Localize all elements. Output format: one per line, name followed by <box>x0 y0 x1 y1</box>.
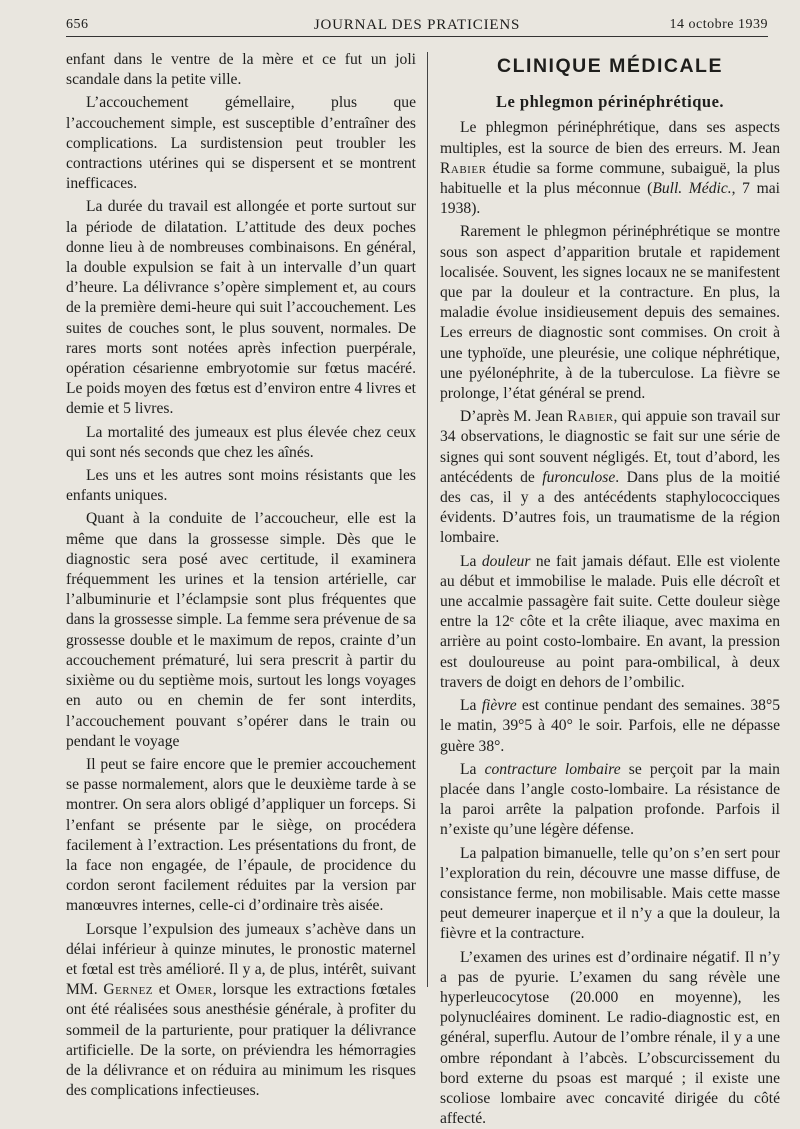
left-column <box>66 50 416 1101</box>
article-title: Le phlegmon périnéphrétique. <box>495 92 725 112</box>
paragraph <box>440 118 780 219</box>
running-header <box>66 14 768 37</box>
text-run: . Dans plus de la moitié des cas, il y a des antécédents staphylococciques évidents. D’autres fois, un traumatisme de la région lombaire. <box>440 468 780 547</box>
journal-title: JOURNAL DES PRATICIENS <box>313 17 521 33</box>
author-name: Rabier <box>567 408 614 426</box>
text-run: , 7 mai 1938). <box>440 180 780 218</box>
paragraph <box>440 552 780 693</box>
text-run: La <box>460 697 477 715</box>
right-column <box>440 56 780 1129</box>
text-run: Lorsque l’expulsion des jumeaux s’achève dans un délai inférieur à quinze minutes, le pronostic maternel et fœtal est très amélioré. Il y a, de plus, intérêt, suivant MM. <box>66 920 416 999</box>
paragraph: enfant dans le ventre de la mère et ce fut un joli scandale dans la petite ville. <box>66 51 416 89</box>
paragraph <box>440 696 780 757</box>
text-run: se perçoit par la main placée dans l’angle costo-lombaire. La résistance de la paroi arrête la palpation profonde. Parfois il n’existe qu’une légère défense. <box>440 760 780 839</box>
emphasized-term: contracture lombaire <box>484 760 621 778</box>
column-divider <box>427 52 428 987</box>
text-run: ne fait jamais défaut. Elle est violente au début et immobilise le malade. Puis elle décroît et une accalmie passagère fait suite. Cette douleur siège entre la 12ᵉ côte et la crête iliaque, avec maxima en arrière au point costo-lombaire. En avant, la pression est douloureuse au point para-ombilical, à deux travers de doigt en dehors de l’ombilic. <box>440 552 780 691</box>
page-number: 656 <box>66 17 89 32</box>
paragraph: La durée du travail est allongée et porte surtout sur la période de dilatation. L’attitude des deux poches donne lieu à de nombreuses combinaisons. En général, la double expulsion se fait à un intervalle d’un quart d’heure. La délivrance s’opère simplement et, au cours de la première demi-heure qui suit l’accouchement. Les suites de couches sont, le plus souvent, normales. De rares morts sont notées après infection puerpérale, opération césarienne embryotomie sur fœtus macéré. Le poids moyen des fœtus est d’environ entre 4 livres et demie et 5 livres. <box>66 198 416 418</box>
text-run: , lorsque les extractions fœtales ont été réalisées sous anesthésie générale, à profiter du sommeil de la parturiente, pour pratiquer la délivrance artificielle. De la sorte, on préviendra les hémorragies de la délivrance et on réduira au minimum les risques des complications infectieuses. <box>66 981 416 1100</box>
paragraph: La palpation bimanuelle, telle qu’on s’en sert pour l’exploration du rein, découvre une masse diffuse, de consistance ferme, non mobilisable. Mais cette masse peut demeurer inaperçue et il n’y a que la douleur, la fièvre et la contracture. <box>440 844 780 943</box>
text-run: La <box>460 760 477 778</box>
paragraph: Les uns et les autres sont moins résistants que les enfants uniques. <box>66 467 416 505</box>
text-run: D’après M. Jean <box>460 408 564 426</box>
paragraph <box>440 760 780 841</box>
paragraph: Il peut se faire encore que le premier accouchement se passe normalement, alors que le deuxième tarde à se montrer. On sera alors obligé d’appliquer un forceps. Si l’enfant se présente par le siège, on procédera facilement à l’extraction. Les présentations du front, de la face non engagée, de l’épaule, de procidence du cordon seront facilement réduites par la version par manœuvres internes, celle-ci d’ordinaire très aisée. <box>66 755 416 915</box>
paragraph: Quant à la conduite de l’accoucheur, elle est la même que dans la grossesse simple. Dès que le diagnostic sera posé avec certitude, il examinera fréquemment les urines et la tension artérielle, car l’albuminurie et l’éclampsie sont plus fréquentes que dans la grossesse simple. La femme sera prévenue de sa grossesse double et le maximum de repos, crainte d’un accouchement prématuré, lui sera prescrit à partir du sixième ou du septième mois, surtout les longs voyages en auto ou en chemin de fer sont interdits, l’accouchement pouvant s’opérer dans le train ou pendant le voyage <box>66 510 416 750</box>
text-run: , qui appuie son travail sur 34 observations, le diagnostic se fait sur une série de signes qui sont souvent négligés. Et, tout d’abord, les antécédents de <box>440 408 780 486</box>
emphasized-term: furonculose <box>542 468 616 486</box>
paragraph: Rarement le phlegmon périnéphrétique se montre sous son aspect d’apparition brutale et rapidement localisée. Souvent, les signes locaux ne se manifestent que par la douleur et la contracture. En plus, la maladie évolue insidieusement depuis des semaines. Les erreurs de diagnostic sont commises. On croit à une typhoïde, une pleurésie, une colique néphrétique, une pyélonéphrite, à de la tuberculose. La fièvre se prolonge, l’état général se prend. <box>440 223 780 403</box>
emphasized-term: fièvre <box>481 697 517 715</box>
paragraph <box>440 407 780 548</box>
text-run: étudie sa forme commune, subaiguë, la plus habituelle et la plus méconnue ( <box>440 159 780 198</box>
issue-date: 14 octobre 1939 <box>669 17 768 32</box>
paragraph <box>66 920 416 1102</box>
author-name: Omer <box>175 981 213 999</box>
emphasized-term: douleur <box>481 552 531 570</box>
author-name: Rabier <box>440 159 487 177</box>
text-run: Le phlegmon périnéphrétique, dans ses aspects multiples, est la source de bien des erreurs. M. Jean <box>440 119 780 157</box>
paragraph: L’accouchement gémellaire, plus que l’accouchement simple, est susceptible d’entraîner des complications. La surdistension peut troubler les contractions utérines qui se dispersent et se montrent inefficaces. <box>66 94 416 193</box>
paragraph: La mortalité des jumeaux est plus élevée chez ceux qui sont nés seconds que chez les aînés. <box>66 423 416 461</box>
citation: Bull. Médic. <box>652 180 732 198</box>
section-title: CLINIQUE MÉDICALE <box>497 55 723 77</box>
text-run: est continue pendant des semaines. 38°5 le matin, 39°5 à 40° le soir. Parfois, elle ne dépasse guère 38°. <box>440 697 781 755</box>
text-run: et <box>158 981 170 999</box>
author-name: Gernez <box>103 981 154 999</box>
paragraph: L’examen des urines est d’ordinaire négatif. Il n’y a pas de pyurie. L’examen du sang révèle une hyperleucocytose (20.000 en moyenne), les polynucléaires dominent. Le radio-diagnostic est, en général, superflu. Autour de l’ombre rénale, il y a une ombre répondant à l’abcès. L’obscurcissement du bord externe du psoas est marqué ; il existe une scoliose lombaire avec concavité dirigée du côté affecté. <box>440 948 780 1128</box>
text-run: La <box>460 552 477 570</box>
